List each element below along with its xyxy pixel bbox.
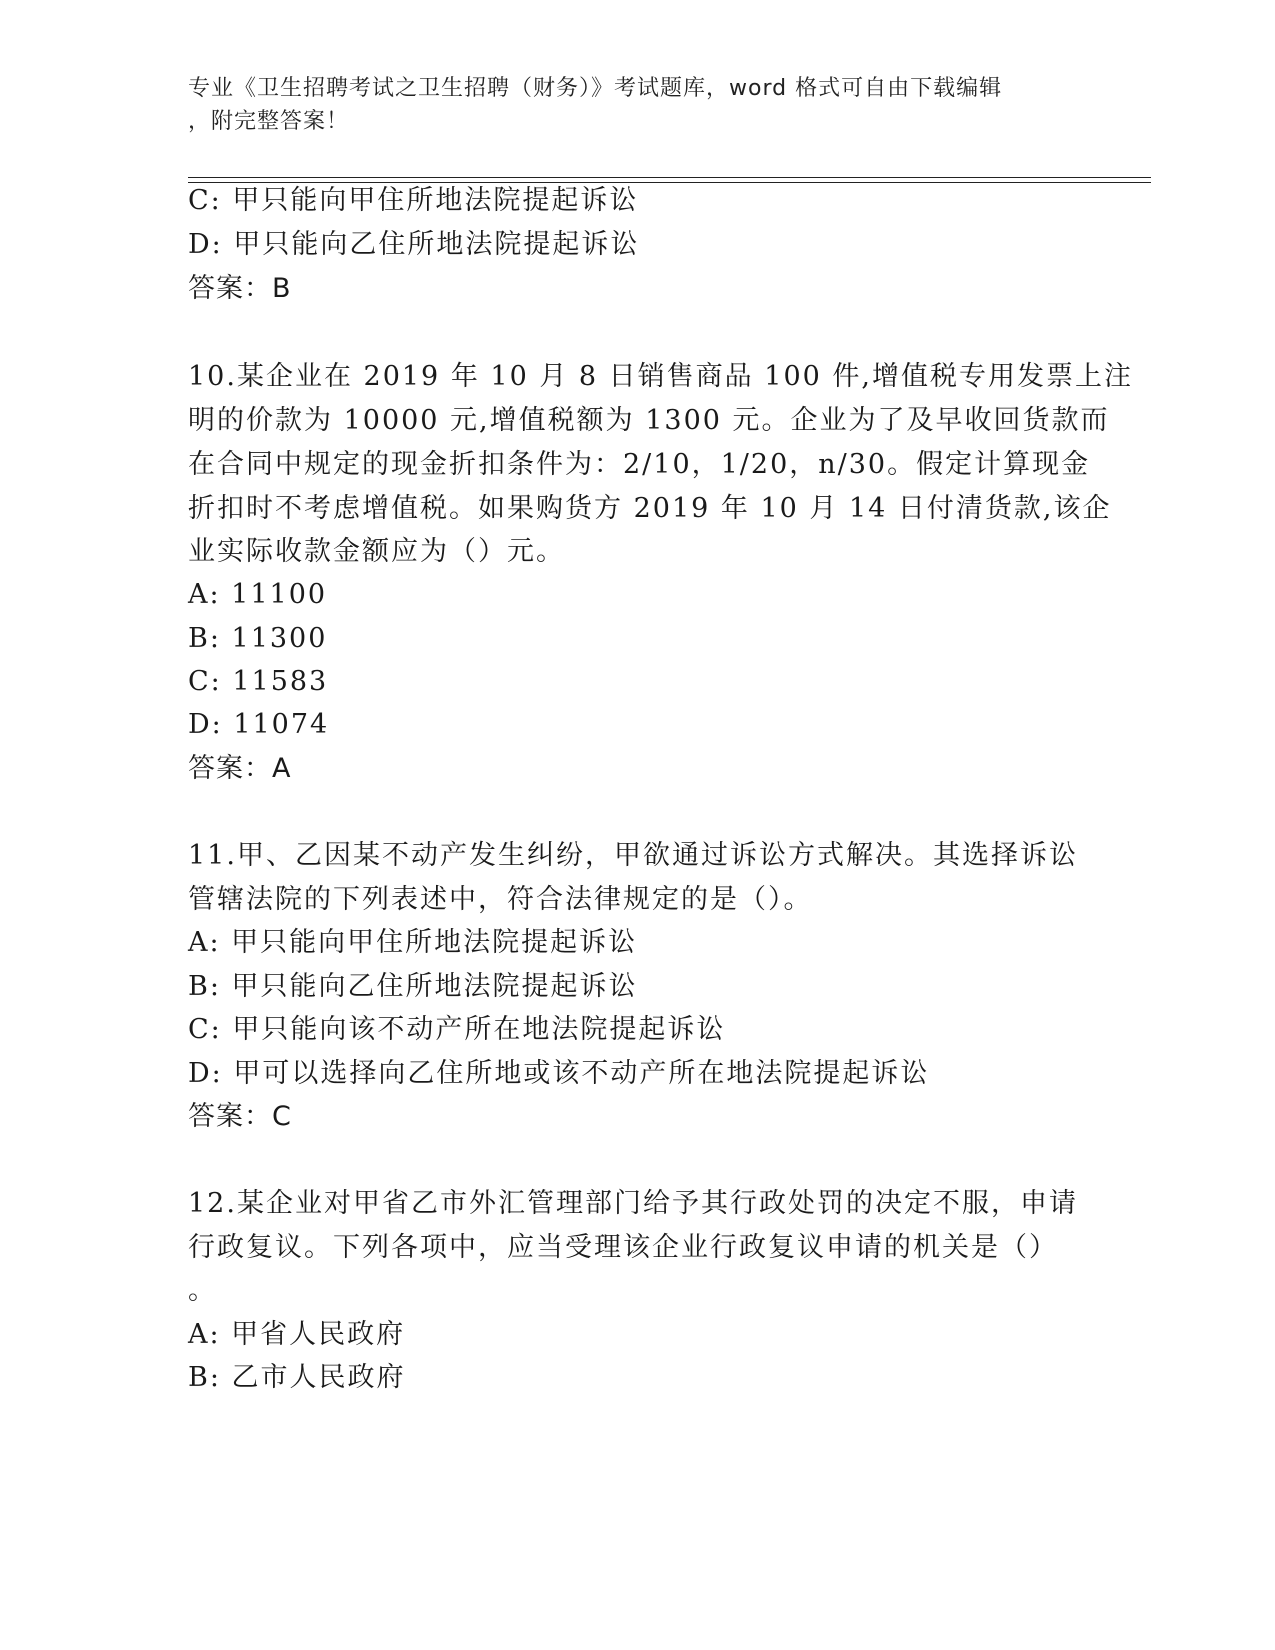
header-line-1: 专业《卫生招聘考试之卫生招聘（财务）》考试题库，word 格式可自由下载编辑 xyxy=(188,76,1003,101)
page-header xyxy=(188,72,1088,138)
q10-stem-line-3: 在合同中规定的现金折扣条件为：2/10，1/20，n/30。假定计算现金 xyxy=(188,449,1091,480)
q12-stem-line-2: 行政复议。下列各项中，应当受理该企业行政复议申请的机关是（） xyxy=(188,1232,1058,1263)
q11-stem-line-1: 11.甲、乙因某不动产发生纠纷，甲欲通过诉讼方式解决。其选择诉讼 xyxy=(188,840,1078,871)
q11-option-b: B: 甲只能向乙住所地法院提起诉讼 xyxy=(188,971,638,1002)
q11-option-a: A: 甲只能向甲住所地法院提起诉讼 xyxy=(188,927,638,958)
q12-stem-line-1: 12.某企业对甲省乙市外汇管理部门给予其行政处罚的决定不服，申请 xyxy=(188,1188,1078,1219)
q11-stem-line-2: 管辖法院的下列表述中，符合法律规定的是（）。 xyxy=(188,884,813,915)
header-line-2: ，附完整答案！ xyxy=(188,109,350,134)
q9-answer: 答案：B xyxy=(188,273,292,304)
q10-stem-line-1: 10.某企业在 2019 年 10 月 8 日销售商品 100 件,增值税专用发票上注 xyxy=(188,361,1133,392)
q11-answer: 答案：C xyxy=(188,1101,292,1132)
q10-option-d: D: 11074 xyxy=(188,709,330,740)
q10-option-a: A: 11100 xyxy=(188,579,328,610)
q10-option-b: B: 11300 xyxy=(188,623,328,654)
q10-stem-line-2: 明的价款为 10000 元,增值税额为 1300 元。企业为了及早收回货款而 xyxy=(188,405,1110,436)
q10-stem-line-5: 业实际收款金额应为（）元。 xyxy=(188,536,565,567)
q10-stem-line-4: 折扣时不考虑增值税。如果购货方 2019 年 10 月 14 日付清货款,该企 xyxy=(188,493,1112,524)
q11-option-d: D: 甲可以选择向乙住所地或该不动产所在地法院提起诉讼 xyxy=(188,1058,930,1089)
q11-option-c: C: 甲只能向该不动产所在地法院提起诉讼 xyxy=(188,1014,726,1045)
q9-option-d: D: 甲只能向乙住所地法院提起诉讼 xyxy=(188,229,640,260)
q12-stem-line-3: 。 xyxy=(188,1275,217,1306)
q10-option-c: C: 11583 xyxy=(188,666,329,697)
q12-option-a: A: 甲省人民政府 xyxy=(188,1319,406,1350)
q9-option-c: C: 甲只能向甲住所地法院提起诉讼 xyxy=(188,185,639,216)
q12-option-b: B: 乙市人民政府 xyxy=(188,1362,406,1393)
q10-answer: 答案：A xyxy=(188,753,292,784)
